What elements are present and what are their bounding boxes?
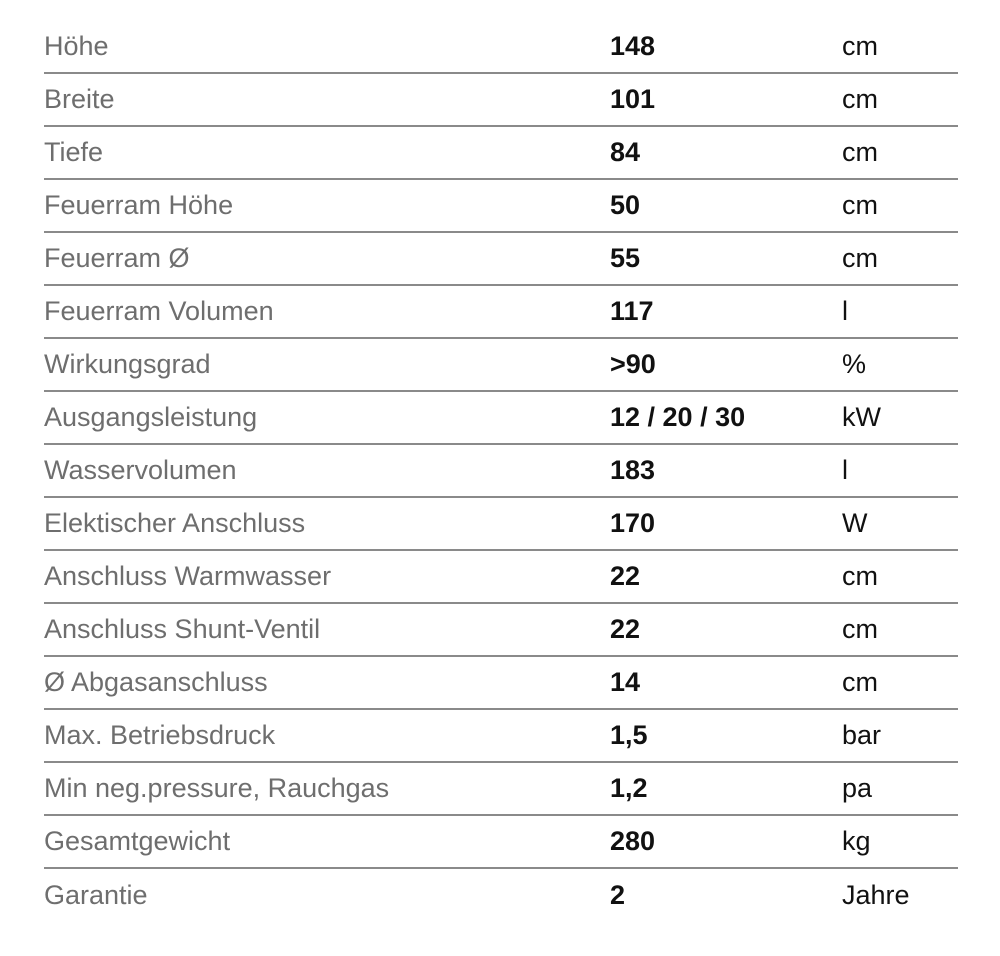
spec-value: >90 [610,338,842,391]
spec-table [44,20,958,921]
spec-value: 22 [610,550,842,603]
spec-label: Wirkungsgrad [44,338,610,391]
spec-label: Höhe [44,20,610,73]
spec-row [44,73,958,126]
spec-unit: cm [842,73,958,126]
spec-unit: l [842,285,958,338]
spec-value: 280 [610,815,842,868]
spec-label: Wasservolumen [44,444,610,497]
spec-unit: pa [842,762,958,815]
spec-row [44,179,958,232]
spec-row [44,762,958,815]
spec-row [44,603,958,656]
spec-unit: cm [842,179,958,232]
spec-row [44,868,958,921]
spec-row [44,656,958,709]
spec-value: 170 [610,497,842,550]
spec-value: 22 [610,603,842,656]
spec-label: Ausgangsleistung [44,391,610,444]
spec-value: 84 [610,126,842,179]
spec-row [44,391,958,444]
spec-value: 55 [610,232,842,285]
spec-unit: cm [842,603,958,656]
spec-row [44,444,958,497]
spec-unit: cm [842,232,958,285]
spec-unit: bar [842,709,958,762]
spec-label: Min neg.pressure, Rauchgas [44,762,610,815]
spec-label: Gesamtgewicht [44,815,610,868]
spec-label: Breite [44,73,610,126]
spec-label: Elektischer Anschluss [44,497,610,550]
spec-unit: cm [842,20,958,73]
spec-row [44,709,958,762]
spec-label: Anschluss Shunt-Ventil [44,603,610,656]
spec-row [44,497,958,550]
spec-label: Max. Betriebsdruck [44,709,610,762]
spec-value: 14 [610,656,842,709]
spec-value: 101 [610,73,842,126]
spec-value: 1,2 [610,762,842,815]
spec-row [44,815,958,868]
spec-label: Garantie [44,879,148,910]
spec-unit: cm [842,126,958,179]
spec-value: 12 / 20 / 30 [610,391,842,444]
spec-unit: cm [842,656,958,709]
spec-value: 50 [610,179,842,232]
spec-row [44,550,958,603]
spec-unit: W [842,497,958,550]
spec-row [44,232,958,285]
spec-unit: l [842,444,958,497]
spec-value: 117 [610,285,842,338]
spec-label: Feuerram Volumen [44,285,610,338]
spec-unit: kW [842,391,958,444]
spec-label: Anschluss Warmwasser [44,550,610,603]
spec-unit: % [842,338,958,391]
spec-row [44,20,958,73]
spec-unit: cm [842,550,958,603]
spec-value: 1,5 [610,709,842,762]
spec-label: Ø Abgasanschluss [44,656,610,709]
spec-row [44,285,958,338]
spec-row [44,338,958,391]
spec-value: 183 [610,444,842,497]
spec-unit: Jahre [842,879,910,910]
spec-value: 2 [610,879,626,910]
spec-label: Feuerram Höhe [44,179,610,232]
spec-value: 148 [610,20,842,73]
spec-row [44,126,958,179]
spec-label: Tiefe [44,126,610,179]
spec-unit: kg [842,815,958,868]
spec-label: Feuerram Ø [44,232,610,285]
